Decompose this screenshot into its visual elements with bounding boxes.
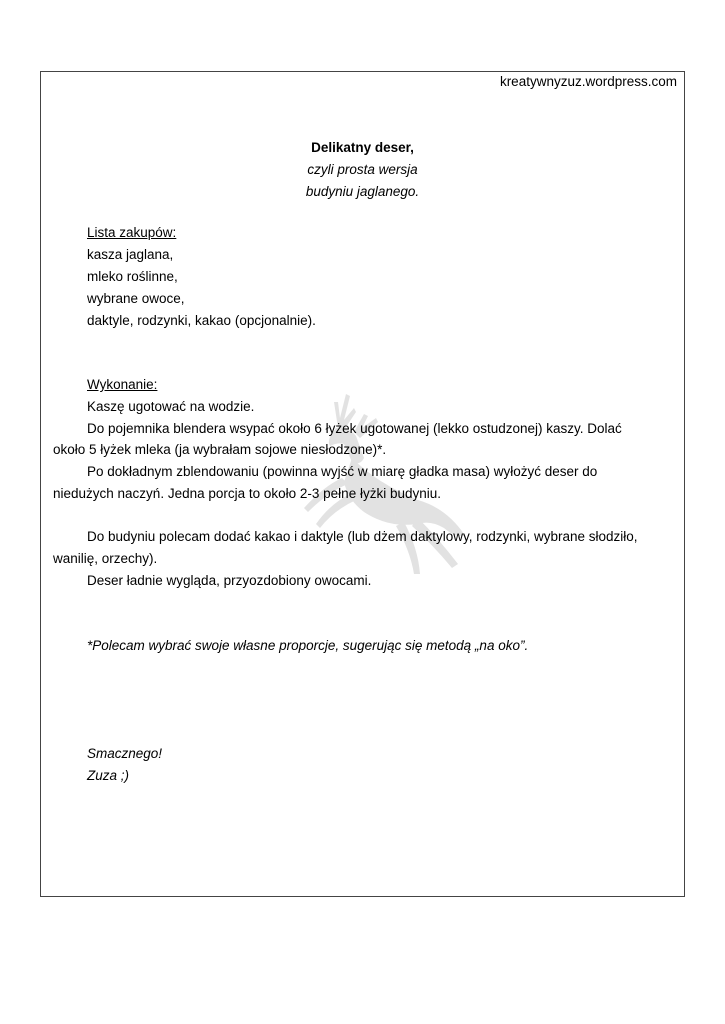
tip-line: Do budyniu polecam dodać kakao i daktyle (lub dżem daktylowy, rodzynki, wybrane słodziło, — [87, 529, 638, 544]
tip-line: wanilię, orzechy). — [53, 551, 158, 566]
shopping-item: mleko roślinne, — [87, 269, 178, 284]
header-url: kreatywnyzuz.wordpress.com — [499, 74, 677, 89]
closing-greeting: Smacznego! — [87, 746, 163, 761]
shopping-item: kasza jaglana, — [87, 247, 174, 262]
method-line: Po dokładnym zblendowaniu (powinna wyjść w miarę gładka masa) wyłożyć deser do — [87, 464, 598, 479]
method-line: Kaszę ugotować na wodzie. — [87, 399, 255, 414]
title-line-3: budyniu jaglanego. — [305, 184, 420, 199]
method-line: niedużych naczyń. Jedna porcja to około 2-3 pełne łyżki budyniu. — [53, 486, 441, 501]
shopping-heading: Lista zakupów: — [87, 225, 177, 240]
closing-signature: Zuza ;) — [87, 768, 130, 783]
footnote: *Polecam wybrać swoje własne proporcje, sugerując się metodą „na oko”. — [87, 638, 529, 653]
tip-line: Deser ładnie wygląda, przyozdobiony owocami. — [87, 573, 372, 588]
title-line-1: Delikatny deser, — [311, 140, 414, 155]
method-heading: Wykonanie: — [87, 377, 158, 392]
title-line-2: czyli prosta wersja — [307, 162, 418, 177]
recipe-title — [40, 137, 685, 203]
method-line: około 5 łyżek mleka (ja wybrałam sojowe niesłodzone)*. — [53, 442, 387, 457]
shopping-item: wybrane owoce, — [87, 291, 185, 306]
shopping-item: daktyle, rodzynki, kakao (opcjonalnie). — [87, 313, 316, 328]
method-line: Do pojemnika blendera wsypać około 6 łyżek ugotowanej (lekko ostudzonej) kaszy. Dolać — [87, 421, 622, 436]
